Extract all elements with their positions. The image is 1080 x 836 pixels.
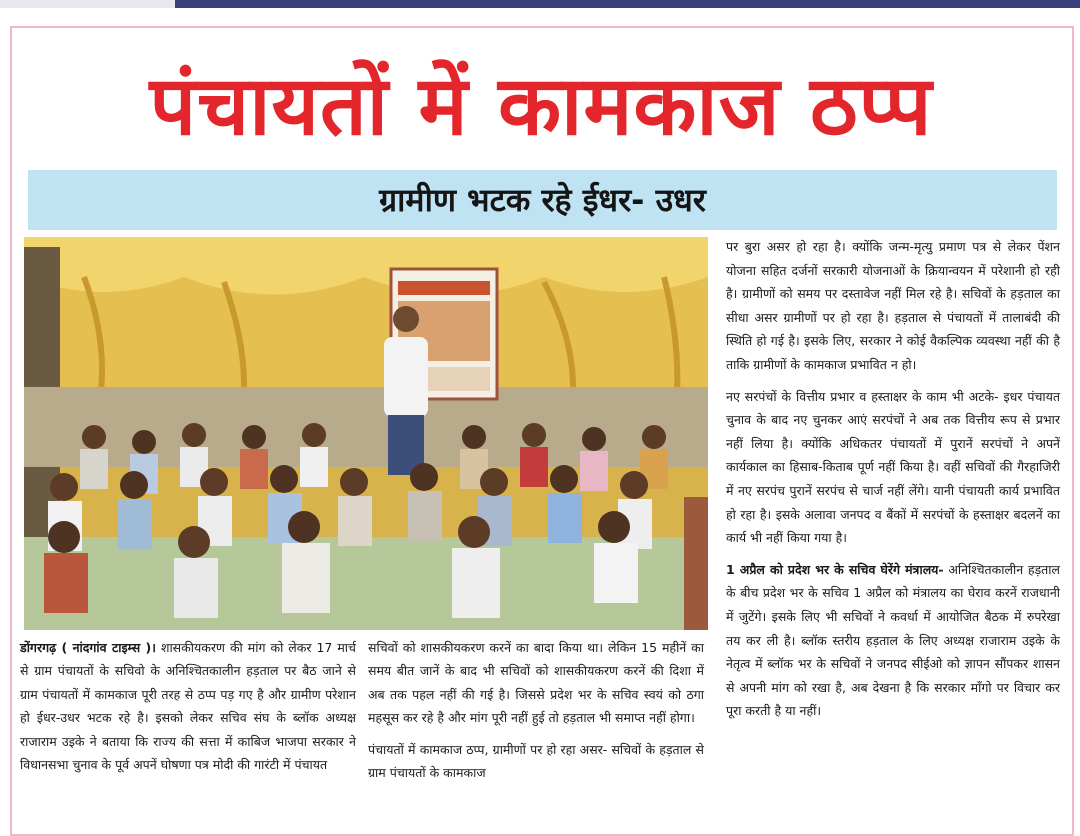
column-2-paragraph-1: सचिवों को शासकीयकरण करनें का बादा किया था। लेकिन 15 महीनें का समय बीत जानें के बाद भी सचिवों को शासकीयकरण करनें की दिशा में अब तक पहल नहीं की गई है। जिससे प्रदेश भर के सचिव स्वयं को ठगा महसूस कर रहे है और मांग पूरी नहीं हुई तो हड़ताल भी समाप्त नहीं होगा। [368,640,704,726]
meeting-photo [24,237,708,630]
column-2 [368,636,704,784]
column-2-paragraph-2: पंचायतों में कामकाज ठप्प, ग्रामीणों पर हो रहा असर- सचिवों के हड़ताल से ग्राम पंचायतों के कामकाज [368,741,704,781]
speaker-head [393,306,419,332]
column-3 [726,235,1060,723]
crowd-middle-row [48,463,652,551]
speaker-shirt [384,337,428,417]
subheadline: ग्रामीण भटक रहे ईधर- उधर [379,181,706,219]
top-bar-edge [0,0,175,8]
column-1 [20,636,356,776]
column-1-body: शासकीयकरण की मांग को लेकर 17 मार्च से ग्राम पंचायतों के सचिवो के अनिश्चितकालीन हड़ताल पर बैठ जाने से ग्राम पंचायतों में कामकाज पूरी तरह से ठप्प पड़ गए है और ग्रामीण परेशान हो ईधर-उधर भटक रहे है। इसको लेकर सचिव संघ के ब्लॉक अध्यक्ष राजाराम उइके ने बताया कि राज्य की सत्ता में काबिज भाजपा सरकार ने विधानसभा चुनाव के पूर्व अपनें घोषणा पत्र मोदी की गारंटी में पंचायत [20,640,356,773]
right-edge-person [684,497,708,630]
column-3-subhead: 1 अप्रैल को प्रदेश भर के सचिव घेरेंगे मंत्रालय- [726,561,944,577]
photo-illustration [24,237,708,630]
banner-stripe [398,281,490,295]
dateline: डोंगरगढ़ ( नांदगांव टाइम्स )। [20,640,156,655]
headline: पंचायतों में कामकाज ठप्प [149,59,933,154]
column-3-paragraph-2: नए सरपंचों के वित्तीय प्रभार व हस्ताक्षर के काम भी अटके- इधर पंचायत चुनाव के बाद नए चुनकर आएं सरपंचों ने अब तक वित्तीय रूप से प्रभार नहीं लिया है। क्योंकि अधिकतर पंचायतों में पुरानें सरपंचों ने अपनें कार्यकाल का हिसाब-किताब पूर्ण नहीं किया है। वहीं सचिवों की गैरहाजिरी में नए सरपंच पुरानें सरपंच से चार्ज नहीं लेंगे। यानी पंचायती कार्य प्रभावित हो रहा है। इसके अलावा जनपद व बैंकों में सरपंचों के हस्ताक्षर बदलनें का कार्य भी नहीं किया गया है। [726,388,1060,546]
column-3-paragraph-1: पर बुरा असर हो रहा है। क्योंकि जन्म-मृत्यु प्रमाण पत्र से लेकर पेंशन योजना सहित दर्जनों सरकारी योजनाओं के क्रियान्वयन में परेशानी हो रही है। ग्रामीणों को समय पर दस्तावेज नहीं मिल रहे है। सचिवों के हड़ताल का सीधा असर ग्रामीणों पर हो रहा है। हड़ताल से पंचायतों में तालाबंदी की स्थिति हो गई है। इसके लिए, सरकार ने कोई वैकल्पिक व्यवस्था नहीं की है ताकि ग्रामीणों के कामकाज प्रभावित न हो। [726,239,1060,372]
column-3-paragraph-3: अनिश्चितकालीन हड़ताल के बीच प्रदेश भर के सचिव 1 अप्रैल को मंत्रालय का घेराव करनें राजधानी में जुटेंगे। इसके लिए भी सचिवों ने कवर्धा में आयोजित बैठक में रुपरेखा तय कर ली है। ब्लॉक स्तरीय हड़ताल के लिए अध्यक्ष राजाराम उइके के नेतृत्व में ब्लॉक भर के सचिवों ने जनपद सीईओ को ज्ञापन सौंपकर शासन से अपनी मांग को रखा है, अब देखना है कि सरकार माँगो पर विचार कर पूरा करती है या नहीं। [726,561,1060,719]
